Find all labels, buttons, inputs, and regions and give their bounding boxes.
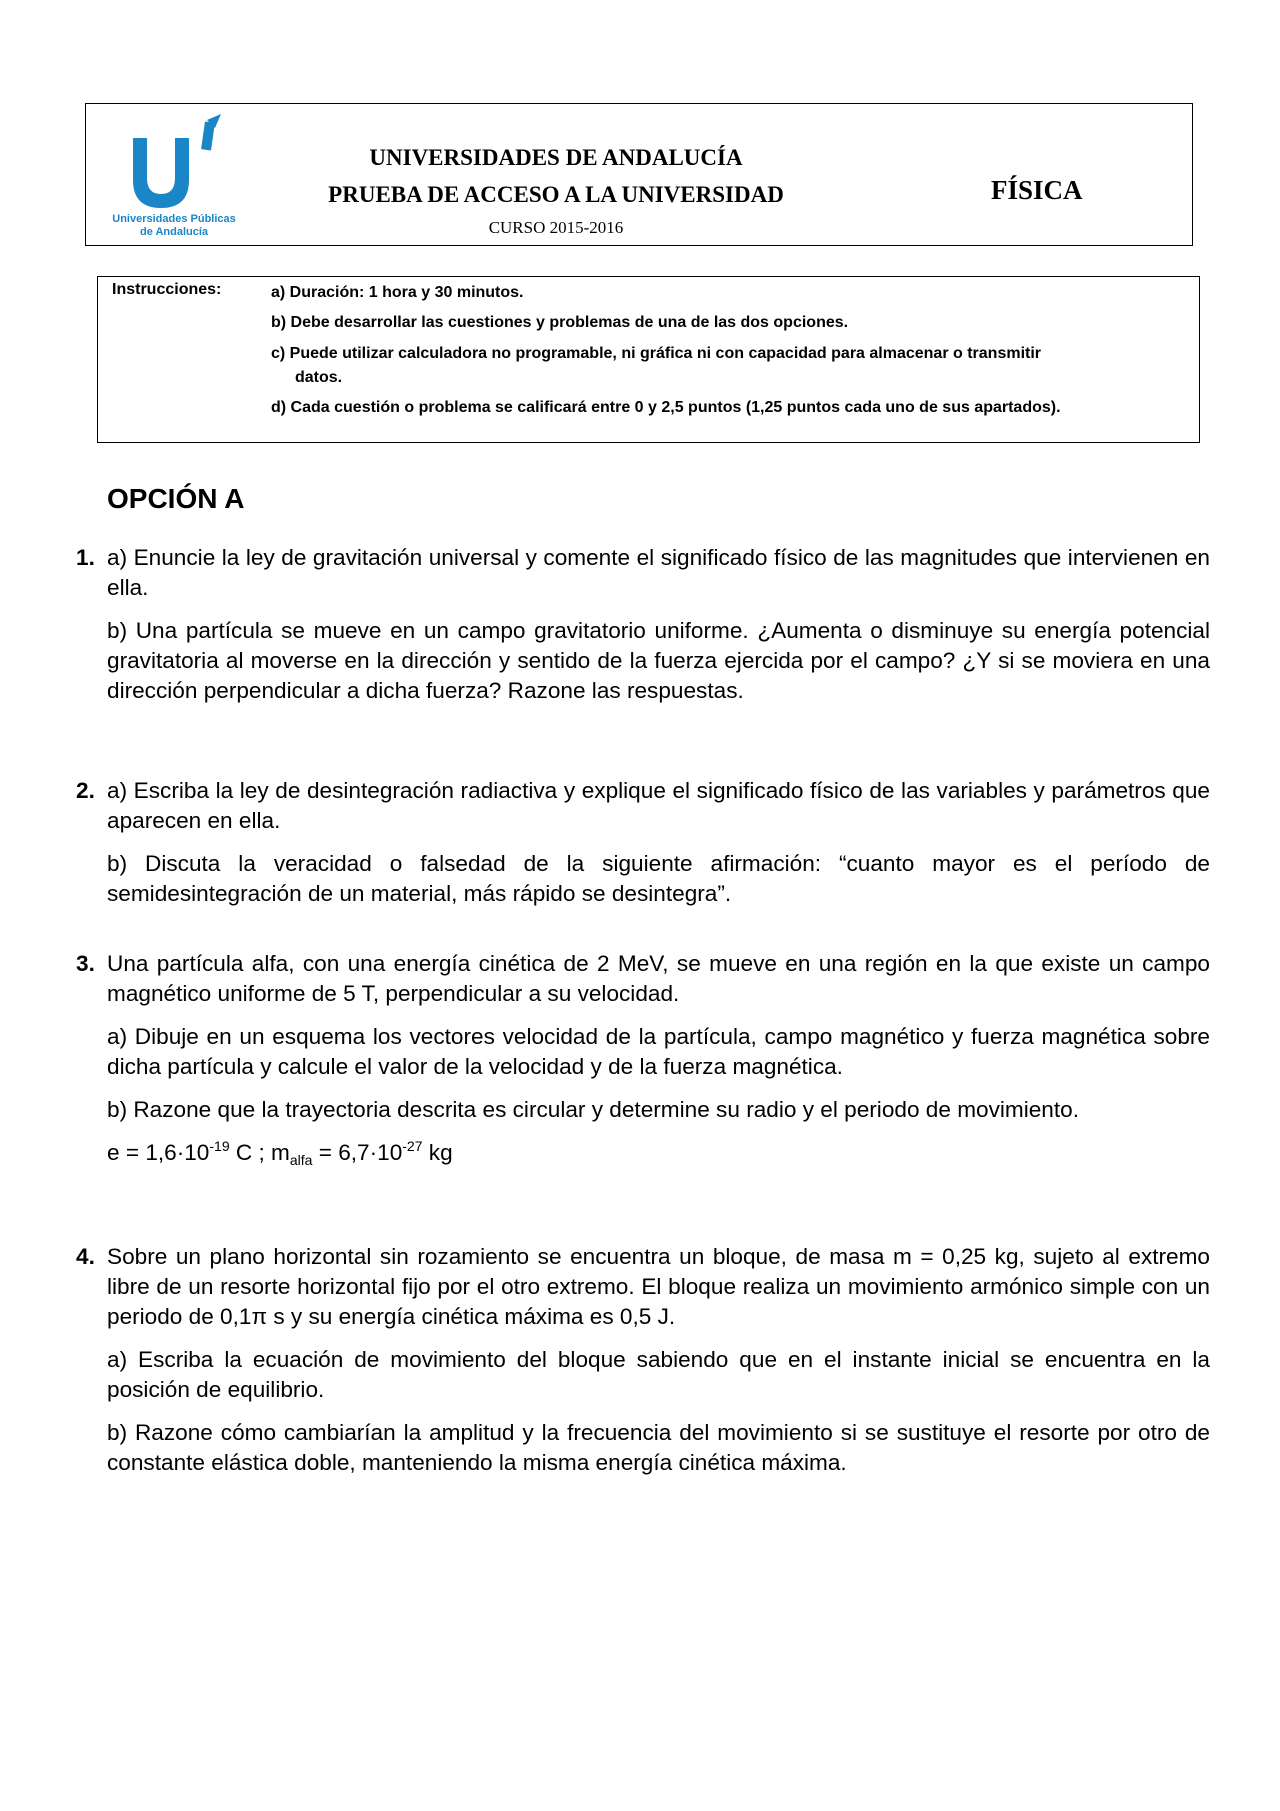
logo-caption-line1: Universidades Públicas [112,213,236,225]
university-logo [99,110,249,238]
question-3-part-a: a) Dibuje en un esquema los vectores velocidad de la partícula, campo magnético y fuerza magnética sobre dicha partícula y calcule el valor de la velocidad y de la fuerza magnética. [107,1024,1210,1079]
course-year: CURSO 2015-2016 [488,218,624,237]
header-box [85,103,1193,246]
question-1 [76,543,1210,719]
question-3-data [107,1138,1210,1168]
mass-exponent: -27 [402,1138,423,1154]
mass-subscript: alfa [289,1152,313,1168]
question-4 [76,1242,1210,1491]
subject-title: FÍSICA [991,175,1083,205]
question-4-part-a: a) Escriba la ecuación de movimiento del bloque sabiendo que en el instante inicial se encuentra en la posición de equilibrio. [107,1347,1210,1402]
question-number: 1. [76,545,95,570]
charge-unit: C ; m [229,1140,290,1165]
header-title-line1: UNIVERSIDADES DE ANDALUCÍA [369,145,743,170]
logo-caption [99,213,249,239]
u-logo-icon [99,110,249,215]
charge-exponent: -19 [209,1138,230,1154]
charge-value: e = 1,6·10 [107,1140,210,1165]
question-4-intro: Sobre un plano horizontal sin rozamiento se encuentra un bloque, de masa m = 0,25 kg, sujeto al extremo libre de un resorte horizontal fijo por el otro extremo. El bloque realiza un movimiento armónico simple con un periodo de 0,1π s y su energía cinética máxima es 0,5 J. [107,1244,1210,1329]
question-3-intro: Una partícula alfa, con una energía cinética de 2 MeV, se mueve en una región en la que existe un campo magnético uniforme de 5 T, perpendicular a su velocidad. [107,951,1210,1006]
question-2-part-b: b) Discuta la veracidad o falsedad de la siguiente afirmación: “cuanto mayor es el período de semidesintegración de un material, más rápido se desintegra”. [107,851,1210,906]
instruction-c-line1: c) Puede utilizar calculadora no programable, ni gráfica ni con capacidad para almacenar o transmitir [271,345,1042,362]
instruction-c-line2: datos. [295,369,343,386]
question-2 [76,776,1210,922]
question-number: 2. [76,778,95,803]
question-3-part-b: b) Razone que la trayectoria descrita es circular y determine su radio y el periodo de movimiento. [107,1097,1079,1122]
instruction-c [271,342,1161,390]
mass-value: = 6,7·10 [312,1140,403,1165]
option-title: OPCIÓN A [107,483,245,514]
instructions-box [97,276,1200,443]
instruction-d: d) Cada cuestión o problema se calificará entre 0 y 2,5 puntos (1,25 puntos cada uno de sus apartados). [271,399,1061,416]
logo-caption-line2: de Andalucía [139,226,209,238]
instructions-label: Instrucciones: [112,281,222,298]
header-title-line2: PRUEBA DE ACCESO A LA UNIVERSIDAD [328,182,784,207]
question-3 [76,949,1210,1181]
question-4-part-b: b) Razone cómo cambiarían la amplitud y la frecuencia del movimiento si se sustituye el resorte por otro de constante elástica doble, manteniendo la misma energía cinética máxima. [107,1420,1210,1475]
question-1-part-a: a) Enuncie la ley de gravitación universal y comente el significado físico de las magnitudes que intervienen en ella. [107,545,1210,600]
instruction-b: b) Debe desarrollar las cuestiones y problemas de una de las dos opciones. [271,314,849,331]
question-2-part-a: a) Escriba la ley de desintegración radiactiva y explique el significado físico de las variables y parámetros que aparecen en ella. [107,778,1210,833]
mass-unit: kg [422,1140,453,1165]
question-number: 4. [76,1244,95,1269]
question-number: 3. [76,951,95,976]
question-1-part-b: b) Una partícula se mueve en un campo gravitatorio uniforme. ¿Aumenta o disminuye su energía potencial gravitatoria al moverse en la dirección y sentido de la fuerza ejercida por el campo? ¿Y si se moviera en una dirección perpendicular a dicha fuerza? Razone las respuestas. [107,618,1210,703]
instruction-a: a) Duración: 1 hora y 30 minutos. [271,284,524,301]
